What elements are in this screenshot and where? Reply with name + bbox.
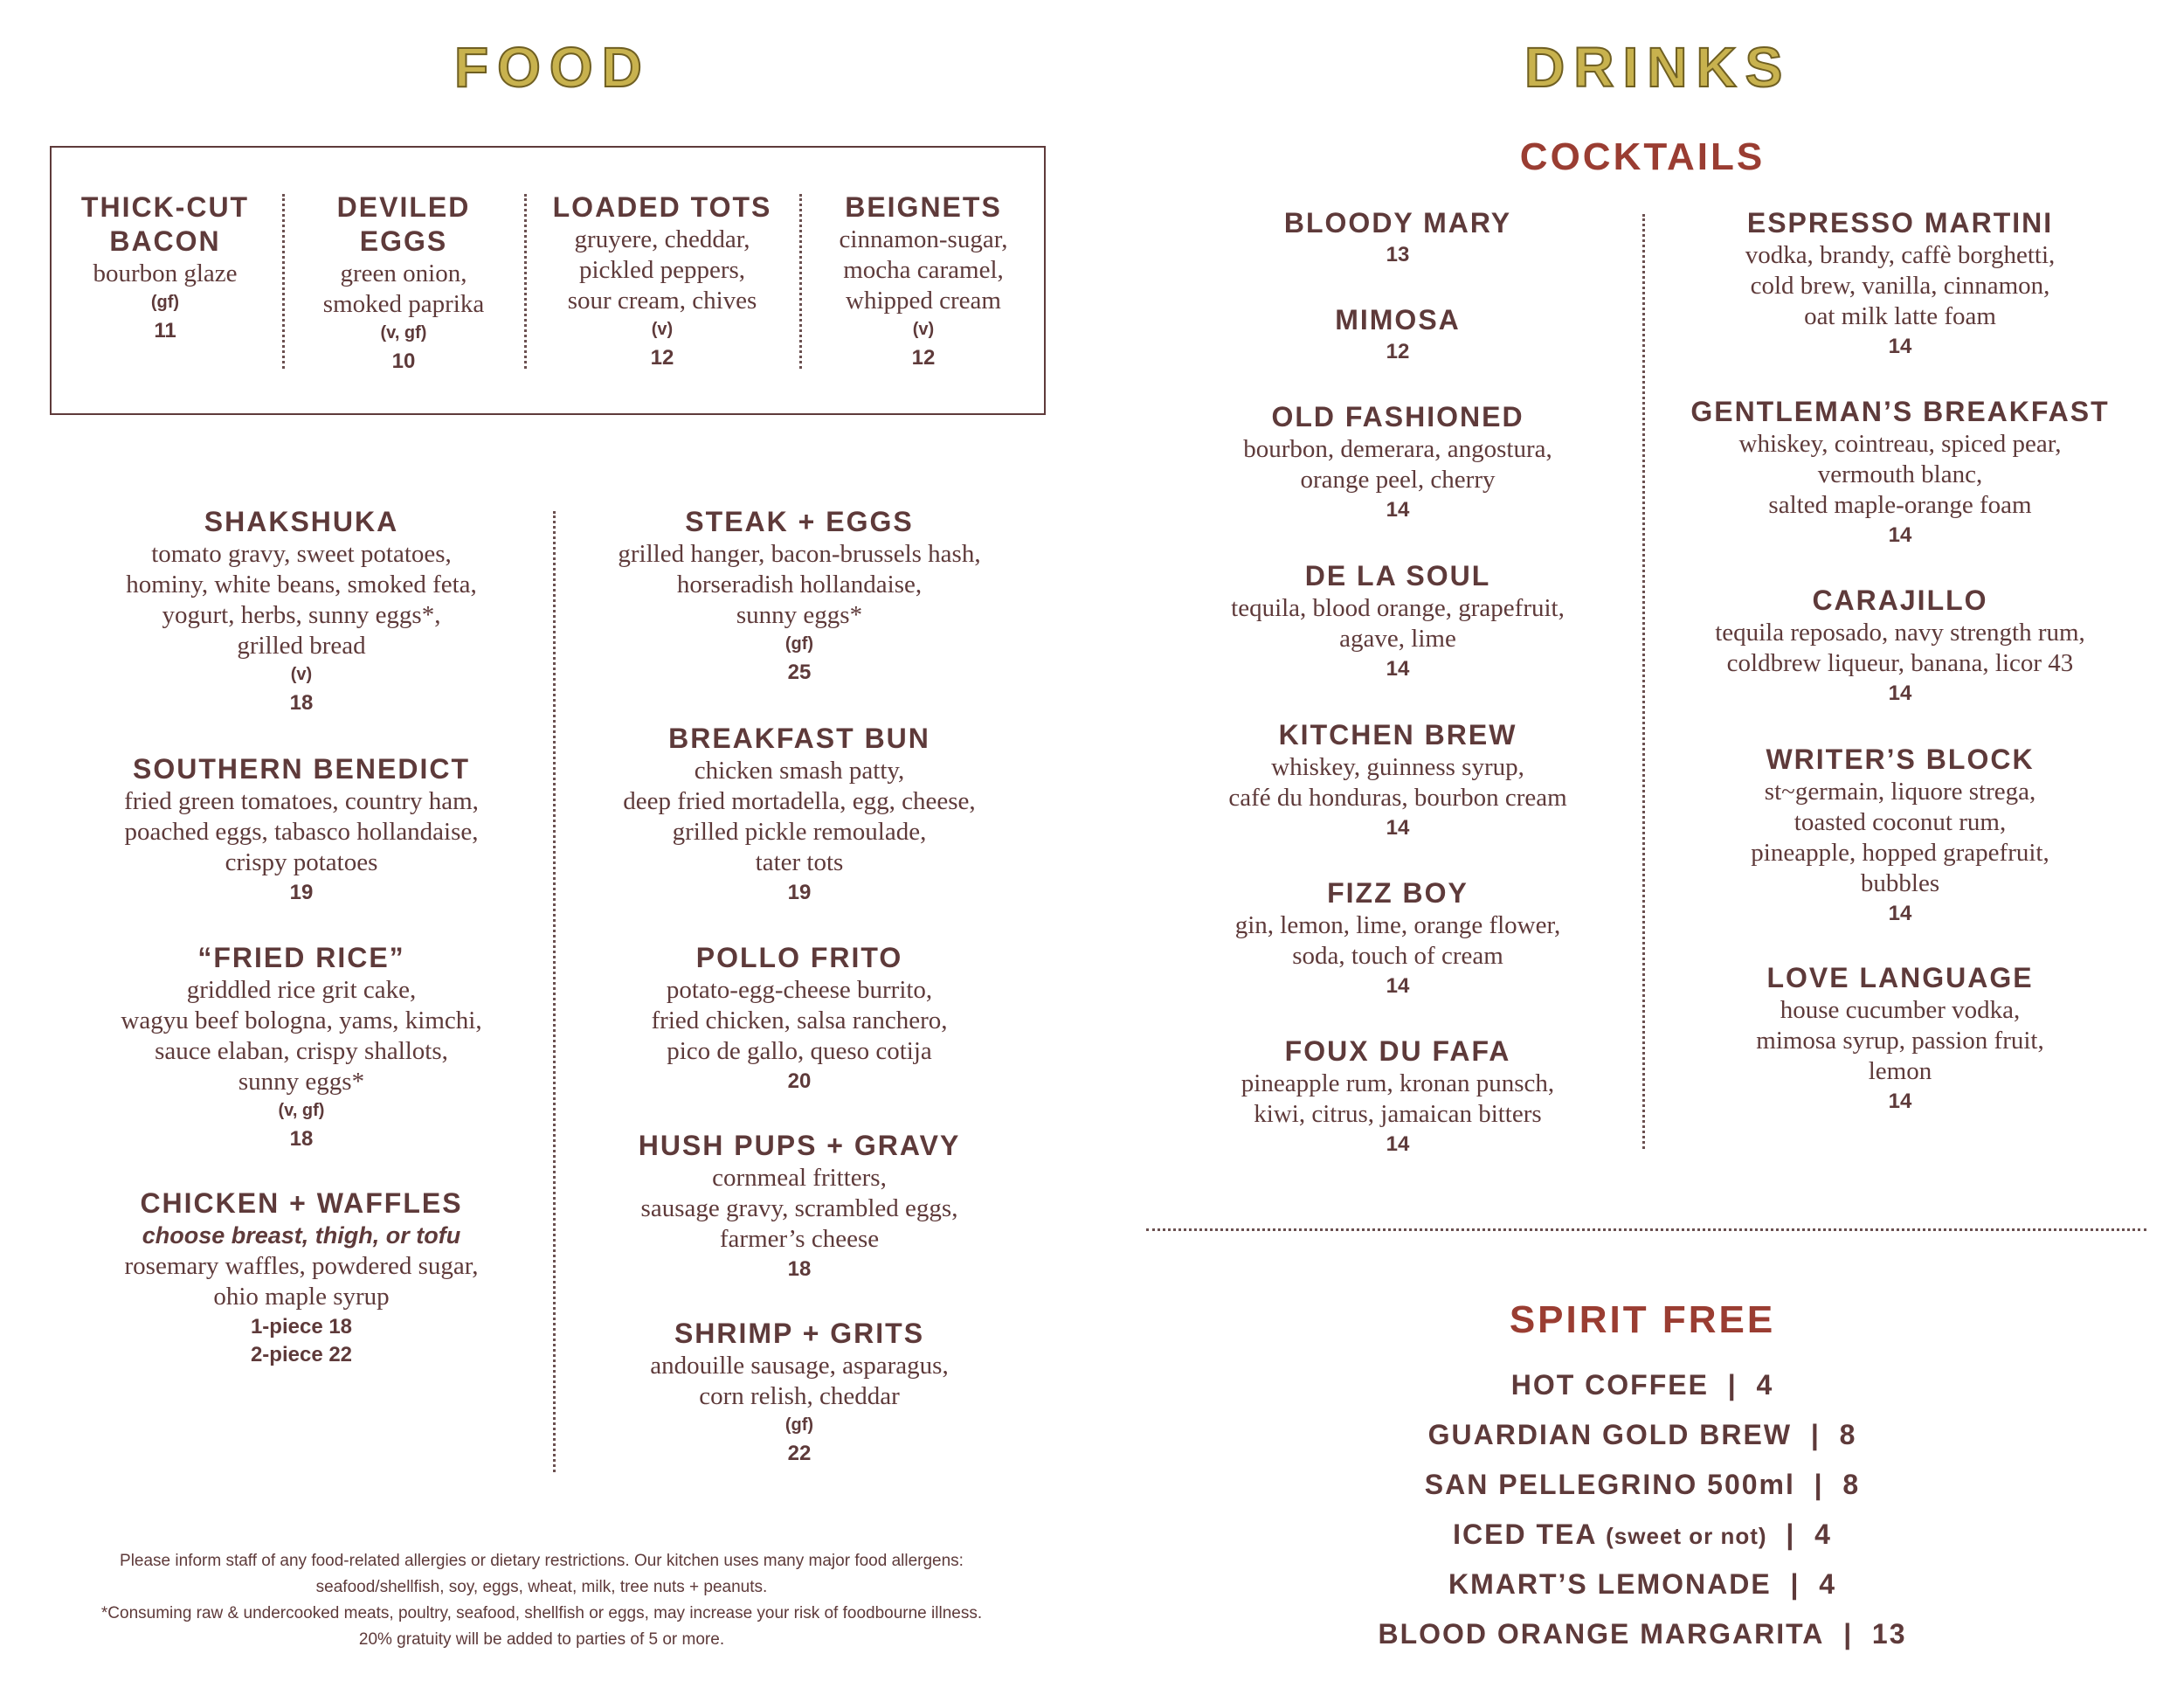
cocktail-gentlemans-breakfast: GENTLEMAN’S BREAKFAST whiskey, cointreau, spiced pear, vermouth blanc, salted maple-orange foam 14	[1690, 396, 2110, 547]
food-title: FOOD	[454, 36, 651, 99]
cocktail-old-fashioned: OLD FASHIONED bourbon, demerara, angostura, orange peel, cherry 14	[1243, 401, 1552, 522]
spirit-free-guardian-gold-brew: GUARDIAN GOLD BREW | 8	[1427, 1419, 1857, 1450]
allergy-footnotes: Please inform staff of any food-related allergies or dietary restrictions. Our kitchen uses many major food allergens: seafood/shellfish, soy, eggs, wheat, milk, tree nuts + peanuts. *Consuming raw & undercooked meats, poultry, seafood, shellfish or eggs, may increase your risk of foodbourne illness. 20% gratuity will be added to parties of 5 or more.	[100, 1552, 983, 1649]
spirit-free-title: SPIRIT FREE	[1509, 1298, 1776, 1341]
menu-item-loaded-tots: LOADED TOTS gruyere, cheddar, pickled peppers, sour cream, chives (v) 12	[552, 191, 772, 370]
spirit-free-blood-orange-margarita: BLOOD ORANGE MARGARITA | 13	[1378, 1618, 1907, 1650]
cocktail-fizz-boy: FIZZ BOY gin, lemon, lime, orange flower, soda, touch of cream 14	[1234, 877, 1561, 998]
cocktail-carajillo: CARAJILLO tequila reposado, navy strength rum, coldbrew liqueur, banana, licor 43 14	[1715, 585, 2085, 705]
menu-item-southern-benedict: SOUTHERN BENEDICT fried green tomatoes, country ham, poached eggs, tabasco hollandaise, crispy potatoes 19	[124, 753, 479, 904]
menu-item-chicken-waffles: CHICKEN + WAFFLES choose breast, thigh, or tofu rosemary waffles, powdered sugar, ohio maple syrup 1-piece 18 2-piece 22	[124, 1187, 479, 1366]
cocktail-espresso-martini: ESPRESSO MARTINI vodka, brandy, caffè borghetti, cold brew, vanilla, cinnamon, oat milk latte foam 14	[1745, 207, 2056, 358]
cocktail-bloody-mary: BLOODY MARY 13	[1283, 207, 1512, 266]
cocktails-column-divider	[1642, 214, 1645, 1149]
menu-item-thick-cut-bacon: THICK-CUT BACON bourbon glaze (gf) 11	[80, 191, 250, 342]
cocktails-title: COCKTAILS	[1519, 135, 1766, 178]
cocktail-kitchen-brew: KITCHEN BREW whiskey, guinness syrup, café du honduras, bourbon cream 14	[1228, 719, 1567, 840]
menu-item-steak-eggs: STEAK + EGGS grilled hanger, bacon-brussels hash, horseradish hollandaise, sunny eggs* (gf) 25	[618, 506, 981, 684]
spirit-free-iced-tea: ICED TEA (sweet or not) | 4	[1453, 1519, 1832, 1550]
menu-item-deviled-eggs: DEVILED EGGS green onion, smoked paprika (v, gf) 10	[322, 191, 485, 373]
menu-item-fried-rice: “FRIED RICE” griddled rice grit cake, wagyu beef bologna, yams, kimchi, sauce elaban, crispy shallots, sunny eggs* (v, gf) 18	[121, 942, 482, 1151]
divider	[282, 194, 285, 369]
cocktail-foux-du-fafa: FOUX DU FAFA pineapple rum, kronan punsch, kiwi, citrus, jamaican bitters 14	[1241, 1035, 1555, 1156]
divider	[524, 194, 527, 369]
spirit-free-hot-coffee: HOT COFFEE | 4	[1510, 1369, 1774, 1401]
menu-item-hush-pups-gravy: HUSH PUPS + GRAVY cornmeal fritters, sausage gravy, scrambled eggs, farmer’s cheese 18	[638, 1130, 961, 1281]
cocktail-love-language: LOVE LANGUAGE house cucumber vodka, mimosa syrup, passion fruit, lemon 14	[1756, 962, 2044, 1113]
cocktail-de-la-soul: DE LA SOUL tequila, blood orange, grapefruit, agave, lime 14	[1231, 560, 1565, 681]
food-column-divider	[553, 511, 556, 1472]
drinks-section-divider	[1146, 1228, 2146, 1231]
spirit-free-san-pellegrino: SAN PELLEGRINO 500ml | 8	[1424, 1469, 1861, 1500]
menu-item-pollo-frito: POLLO FRITO potato-egg-cheese burrito, fried chicken, salsa ranchero, pico de gallo, queso cotija 20	[651, 942, 948, 1093]
menu-item-shakshuka: SHAKSHUKA tomato gravy, sweet potatoes, hominy, white beans, smoked feta, yogurt, herbs, sunny eggs*, grilled bread (v) 18	[126, 506, 477, 715]
menu-item-beignets: BEIGNETS cinnamon-sugar, mocha caramel, whipped cream (v) 12	[839, 191, 1008, 370]
menu-item-breakfast-bun: BREAKFAST BUN chicken smash patty, deep fried mortadella, egg, cheese, grilled pickle remoulade, tater tots 19	[623, 723, 976, 904]
spirit-free-kmarts-lemonade: KMART’S LEMONADE | 4	[1448, 1568, 1837, 1600]
drinks-title: DRINKS	[1524, 36, 1792, 99]
cocktail-mimosa: MIMOSA 12	[1335, 304, 1461, 363]
menu-item-shrimp-grits: SHRIMP + GRITS andouille sausage, asparagus, corn relish, cheddar (gf) 22	[650, 1318, 949, 1465]
cocktail-writers-block: WRITER’S BLOCK st~germain, liquore strega, toasted coconut rum, pineapple, hopped grapefruit, bubbles 14	[1751, 744, 2049, 925]
divider	[799, 194, 802, 369]
